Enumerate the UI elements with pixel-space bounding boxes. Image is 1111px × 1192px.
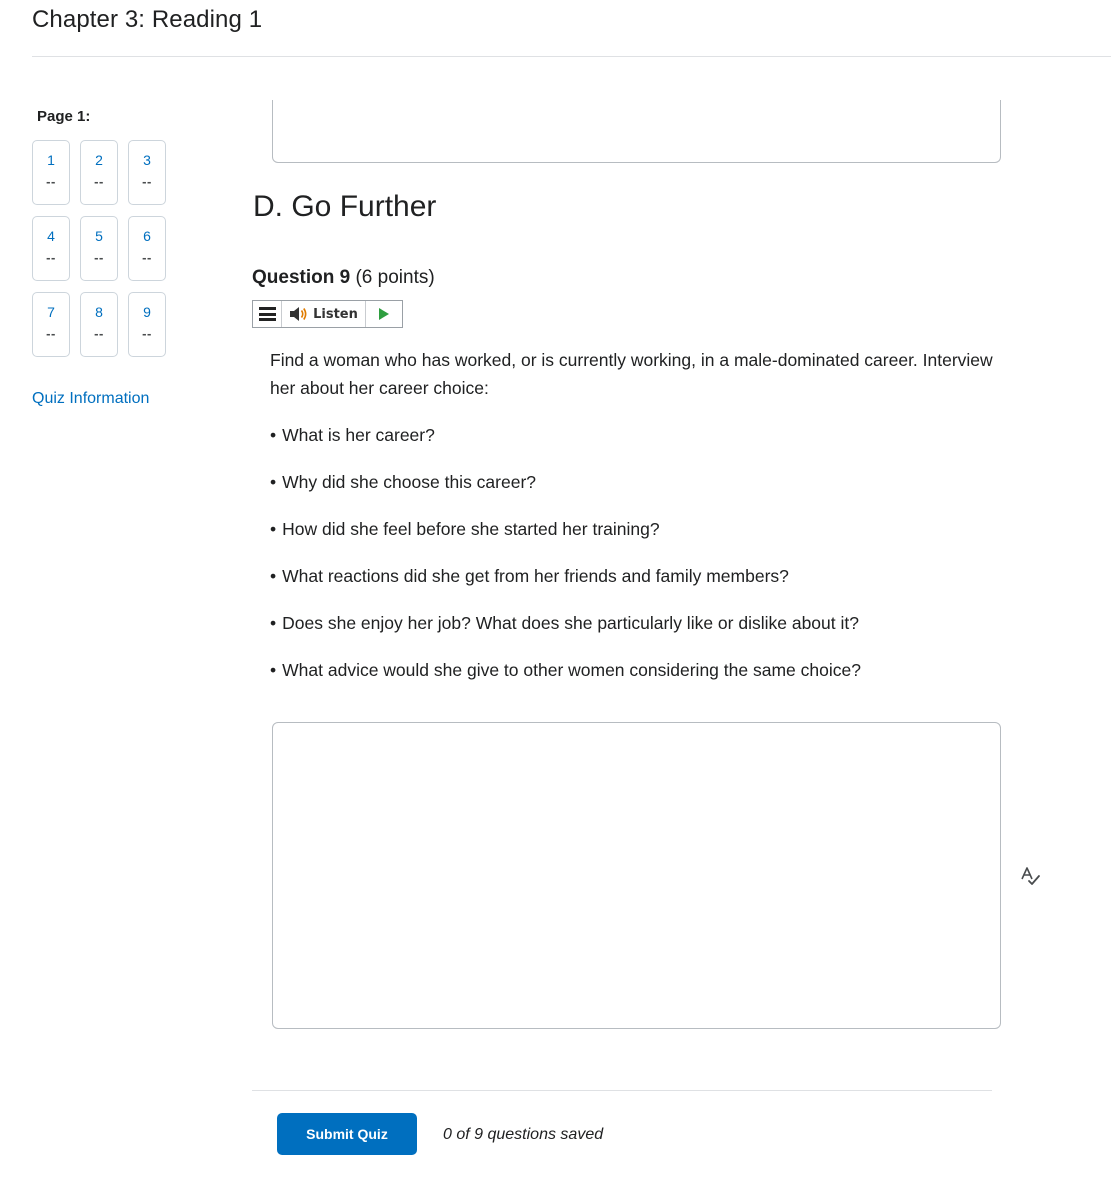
question-tile-3[interactable] <box>128 140 166 205</box>
bullet-text: Why did she choose this career? <box>282 472 537 492</box>
question-tile-number: 8 <box>95 304 103 320</box>
list-item <box>270 421 1010 468</box>
list-item <box>270 468 1010 515</box>
question-tile-status: -- <box>142 250 152 265</box>
bullet-text: How did she feel before she started her training? <box>282 519 660 539</box>
question-tile-9[interactable] <box>128 292 166 357</box>
list-item <box>270 515 1010 562</box>
question-tile-number: 7 <box>47 304 55 320</box>
question-tile-number: 4 <box>47 228 55 244</box>
speaker-icon <box>289 306 309 322</box>
page-label: Page 1: <box>37 108 91 125</box>
bullet-text: What advice would she give to other women considering the same choice? <box>282 660 861 680</box>
question-tile-2[interactable] <box>80 140 118 205</box>
question-tile-1[interactable] <box>32 140 70 205</box>
footer-divider <box>252 1090 992 1091</box>
bullet-glyph: • <box>270 613 277 633</box>
question-tile-number: 5 <box>95 228 103 244</box>
bullet-glyph: • <box>270 472 277 492</box>
play-button[interactable] <box>366 301 402 327</box>
bullet-text: What is her career? <box>282 425 435 445</box>
question-text: Find a woman who has worked, or is currently working, in a male-dominated career. Interview her about her career choice: <box>270 350 993 398</box>
previous-answer-field[interactable] <box>272 100 1001 163</box>
question-tile-status: -- <box>142 326 152 341</box>
list-item <box>270 656 1010 703</box>
question-tile-4[interactable] <box>32 216 70 281</box>
question-tile-8[interactable] <box>80 292 118 357</box>
answer-textarea[interactable] <box>272 722 1001 1029</box>
listen-button[interactable] <box>282 301 366 327</box>
submit-quiz-button[interactable]: Submit Quiz <box>277 1113 417 1155</box>
question-navigator <box>32 140 166 357</box>
question-tile-number: 6 <box>143 228 151 244</box>
question-tile-status: -- <box>46 174 56 189</box>
listen-toolbar <box>252 300 403 328</box>
question-number: Question 9 <box>252 267 351 288</box>
bullet-glyph: • <box>270 566 277 586</box>
question-tile-status: -- <box>142 174 152 189</box>
question-tile-status: -- <box>94 326 104 341</box>
quiz-title: Chapter 3: Reading 1 <box>32 6 263 33</box>
bullet-glyph: • <box>270 425 277 445</box>
list-item <box>270 562 1010 609</box>
question-heading <box>252 267 435 289</box>
listen-label: Listen <box>313 306 358 322</box>
question-tile-status: -- <box>46 250 56 265</box>
question-tile-number: 3 <box>143 152 151 168</box>
question-tile-number: 1 <box>47 152 55 168</box>
question-tile-number: 9 <box>143 304 151 320</box>
question-tile-status: -- <box>46 326 56 341</box>
question-bullet-list <box>270 421 1010 703</box>
play-icon <box>378 307 390 321</box>
menu-icon <box>259 307 276 321</box>
bullet-glyph: • <box>270 519 277 539</box>
quiz-information-link[interactable]: Quiz Information <box>32 390 150 407</box>
bullet-text: Does she enjoy her job? What does she particularly like or dislike about it? <box>282 613 859 633</box>
question-tile-status: -- <box>94 250 104 265</box>
save-status: 0 of 9 questions saved <box>443 1126 604 1143</box>
question-tile-5[interactable] <box>80 216 118 281</box>
bullet-glyph: • <box>270 660 277 680</box>
listen-menu-button[interactable] <box>253 301 282 327</box>
question-tile-number: 2 <box>95 152 103 168</box>
section-title: D. Go Further <box>253 190 437 223</box>
title-divider <box>32 56 1111 57</box>
list-item <box>270 609 1010 656</box>
spellcheck-icon[interactable] <box>1018 864 1042 888</box>
question-tile-7[interactable] <box>32 292 70 357</box>
bullet-text: What reactions did she get from her friends and family members? <box>282 566 789 586</box>
question-points: (6 points) <box>355 267 435 288</box>
question-tile-status: -- <box>94 174 104 189</box>
question-tile-6[interactable] <box>128 216 166 281</box>
